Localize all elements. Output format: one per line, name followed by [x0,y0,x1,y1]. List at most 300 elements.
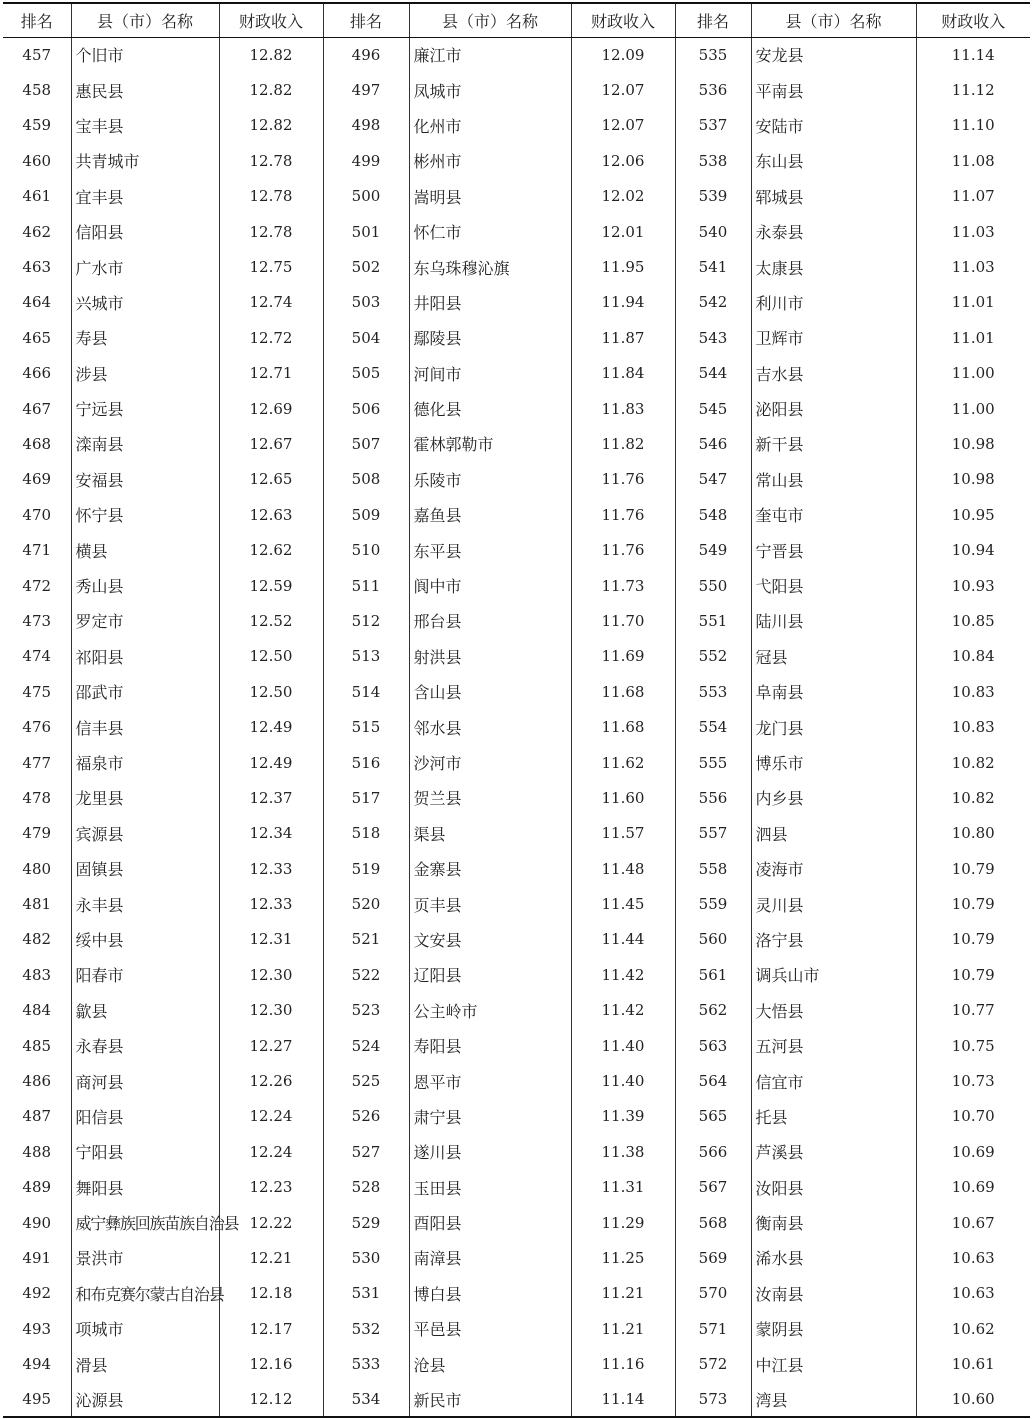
name-cell: 歙县 [71,993,219,1028]
revenue-cell: 10.79 [916,957,1030,992]
rank-cell: 501 [323,214,409,249]
rank-cell: 517 [323,780,409,815]
rank-cell: 471 [22,541,52,560]
rank-cell: 572 [675,1346,751,1381]
name-cell: 龙里县 [71,780,219,815]
name-cell: 邢台县 [409,603,571,638]
rank-cell: 554 [675,709,751,744]
revenue-cell: 12.33 [219,851,323,886]
rank-cell: 483 [22,965,52,984]
revenue-cell: 11.87 [571,320,675,355]
rank-cell: 546 [675,426,751,461]
revenue-cell: 10.82 [916,745,1030,780]
rank-cell: 485 [22,1036,52,1055]
name-cell: 郓城县 [751,179,916,214]
table-row [3,72,1030,107]
revenue-cell: 12.50 [219,639,323,674]
name-cell: 广水市 [71,249,219,284]
rank-cell: 512 [323,603,409,638]
rank-cell: 509 [323,497,409,532]
revenue-cell: 12.75 [219,249,323,284]
revenue-cell: 11.01 [916,320,1030,355]
table-row [3,745,1030,780]
table-row [3,179,1030,214]
table-row [3,1276,1030,1311]
revenue-cell: 11.69 [571,639,675,674]
name-cell: 威宁彝族回族苗族自治县 [71,1205,219,1240]
revenue-cell: 11.01 [916,285,1030,320]
rank-cell: 530 [323,1240,409,1275]
rank-cell: 507 [323,426,409,461]
name-cell: 洛宁县 [751,922,916,957]
revenue-cell: 11.07 [916,179,1030,214]
rank-cell: 458 [22,81,52,100]
rank-cell: 516 [323,745,409,780]
revenue-cell: 12.16 [219,1346,323,1381]
revenue-header: 财政收入 [571,3,675,37]
rank-cell: 563 [675,1028,751,1063]
revenue-cell: 12.33 [219,886,323,921]
rank-cell: 566 [675,1134,751,1169]
table-row [3,780,1030,815]
name-cell: 泗县 [751,816,916,851]
table-row [3,143,1030,178]
revenue-cell: 10.62 [916,1311,1030,1346]
revenue-header: 财政收入 [219,3,323,37]
name-cell: 嵩明县 [409,179,571,214]
rank-cell: 542 [675,285,751,320]
rank-cell: 510 [323,532,409,567]
rank-cell: 475 [22,682,52,701]
revenue-cell: 10.93 [916,568,1030,603]
name-cell: 沁源县 [71,1382,219,1417]
rank-cell: 460 [22,151,52,170]
revenue-cell: 11.42 [571,993,675,1028]
revenue-cell: 11.42 [571,957,675,992]
rank-cell: 537 [675,108,751,143]
revenue-cell: 12.07 [571,72,675,107]
rank-cell: 520 [323,886,409,921]
revenue-cell: 10.67 [916,1205,1030,1240]
rank-header: 排名 [3,3,71,37]
rank-cell: 548 [675,497,751,532]
table-row [3,1099,1030,1134]
revenue-cell: 12.59 [219,568,323,603]
name-cell: 邻水县 [409,709,571,744]
rank-cell: 493 [22,1319,52,1338]
table-row [3,1311,1030,1346]
table-row [3,285,1030,320]
table-row [3,1028,1030,1063]
name-cell: 个旧市 [71,37,219,72]
name-cell: 福泉市 [71,745,219,780]
rank-cell: 482 [22,930,52,949]
revenue-cell: 11.45 [571,886,675,921]
name-cell: 凤城市 [409,72,571,107]
revenue-cell: 11.14 [916,37,1030,72]
name-cell: 酉阳县 [409,1205,571,1240]
revenue-cell: 12.52 [219,603,323,638]
rank-cell: 521 [323,922,409,957]
name-cell: 沙河市 [409,745,571,780]
revenue-cell: 12.65 [219,462,323,497]
table-row [3,639,1030,674]
rank-cell: 535 [675,37,751,72]
name-cell: 页丰县 [409,886,571,921]
name-cell: 安龙县 [751,37,916,72]
revenue-cell: 12.78 [219,143,323,178]
rank-cell: 470 [22,505,52,524]
revenue-cell: 10.94 [916,532,1030,567]
revenue-cell: 11.94 [571,285,675,320]
rank-cell: 459 [22,116,52,135]
rank-cell: 472 [22,576,52,595]
revenue-cell: 12.26 [219,1063,323,1098]
revenue-cell: 10.73 [916,1063,1030,1098]
revenue-cell: 10.69 [916,1134,1030,1169]
revenue-cell: 11.40 [571,1063,675,1098]
rank-cell: 531 [323,1276,409,1311]
name-cell: 固镇县 [71,851,219,886]
revenue-cell: 10.84 [916,639,1030,674]
rank-cell: 508 [323,462,409,497]
name-cell: 寿县 [71,320,219,355]
revenue-cell: 12.50 [219,674,323,709]
rank-cell: 468 [22,434,52,453]
rank-cell: 561 [675,957,751,992]
name-cell: 渠县 [409,816,571,851]
rank-cell: 527 [323,1134,409,1169]
table-row [3,993,1030,1028]
name-cell: 宝丰县 [71,108,219,143]
rank-cell: 519 [323,851,409,886]
rank-cell: 552 [675,639,751,674]
rank-cell: 551 [675,603,751,638]
rank-cell: 538 [675,143,751,178]
revenue-cell: 10.63 [916,1276,1030,1311]
revenue-cell: 12.82 [219,72,323,107]
revenue-cell: 11.84 [571,356,675,391]
name-cell: 怀宁县 [71,497,219,532]
table-body [3,37,1030,1417]
revenue-cell: 11.95 [571,249,675,284]
name-header: 县（市）名称 [71,3,219,37]
rank-cell: 573 [675,1382,751,1417]
revenue-cell: 12.18 [219,1276,323,1311]
rank-cell: 500 [323,179,409,214]
revenue-cell: 11.76 [571,532,675,567]
name-cell: 兴城市 [71,285,219,320]
name-cell: 横县 [71,532,219,567]
revenue-cell: 12.37 [219,780,323,815]
rank-cell: 569 [675,1240,751,1275]
name-cell: 阜南县 [751,674,916,709]
revenue-cell: 11.21 [571,1311,675,1346]
revenue-cell: 11.08 [916,143,1030,178]
rank-cell: 544 [675,356,751,391]
rank-cell: 556 [675,780,751,815]
revenue-cell: 12.63 [219,497,323,532]
table-row [3,709,1030,744]
revenue-cell: 12.09 [571,37,675,72]
name-cell: 太康县 [751,249,916,284]
rank-cell: 547 [675,462,751,497]
name-cell: 平南县 [751,72,916,107]
revenue-cell: 10.70 [916,1099,1030,1134]
rank-cell: 496 [323,37,409,72]
rank-cell: 559 [675,886,751,921]
rank-cell: 553 [675,674,751,709]
name-cell: 大悟县 [751,993,916,1028]
rank-cell: 465 [22,328,52,347]
revenue-cell: 11.68 [571,674,675,709]
name-cell: 乐陵市 [409,462,571,497]
table-row [3,816,1030,851]
name-cell: 博白县 [409,1276,571,1311]
name-cell: 化州市 [409,108,571,143]
name-cell: 彬州市 [409,143,571,178]
name-cell: 项城市 [71,1311,219,1346]
rank-cell: 490 [22,1213,52,1232]
revenue-cell: 11.70 [571,603,675,638]
name-cell: 德化县 [409,391,571,426]
revenue-cell: 12.02 [571,179,675,214]
name-cell: 阆中市 [409,568,571,603]
table-row [3,603,1030,638]
revenue-cell: 12.78 [219,214,323,249]
name-cell: 永泰县 [751,214,916,249]
rank-cell: 473 [22,611,52,630]
table-row [3,320,1030,355]
revenue-cell: 11.82 [571,426,675,461]
name-cell: 绥中县 [71,922,219,957]
name-cell: 龙门县 [751,709,916,744]
rank-cell: 495 [3,1382,71,1417]
rank-cell: 487 [22,1107,52,1126]
rank-cell: 497 [323,72,409,107]
rank-cell: 523 [323,993,409,1028]
revenue-cell: 12.27 [219,1028,323,1063]
table-row [3,1063,1030,1098]
rank-cell: 481 [22,895,52,914]
name-cell: 调兵山市 [751,957,916,992]
revenue-cell: 11.83 [571,391,675,426]
name-cell: 永丰县 [71,886,219,921]
name-cell: 辽阳县 [409,957,571,992]
name-cell: 利川市 [751,285,916,320]
name-cell: 芦溪县 [751,1134,916,1169]
name-cell: 涉县 [71,356,219,391]
name-cell: 滑县 [71,1346,219,1381]
name-cell: 博乐市 [751,745,916,780]
revenue-cell: 12.01 [571,214,675,249]
rank-cell: 503 [323,285,409,320]
revenue-cell: 12.31 [219,922,323,957]
name-cell: 廉江市 [409,37,571,72]
name-cell: 蒙阴县 [751,1311,916,1346]
name-cell: 射洪县 [409,639,571,674]
name-cell: 邵武市 [71,674,219,709]
rank-cell: 534 [323,1382,409,1417]
name-cell: 商河县 [71,1063,219,1098]
table-row [3,1346,1030,1381]
name-cell: 共青城市 [71,143,219,178]
revenue-cell: 11.76 [571,462,675,497]
name-cell: 霍林郭勒市 [409,426,571,461]
revenue-cell: 11.62 [571,745,675,780]
revenue-cell: 11.00 [916,356,1030,391]
name-cell: 阳春市 [71,957,219,992]
name-cell: 永春县 [71,1028,219,1063]
table-row [3,1382,1030,1417]
name-cell: 东乌珠穆沁旗 [409,249,571,284]
revenue-cell: 12.71 [219,356,323,391]
name-cell: 灵川县 [751,886,916,921]
revenue-cell: 11.29 [571,1205,675,1240]
revenue-cell: 10.98 [916,462,1030,497]
name-cell: 景洪市 [71,1240,219,1275]
revenue-cell: 12.22 [219,1205,323,1240]
name-cell: 惠民县 [71,72,219,107]
revenue-cell: 12.49 [219,709,323,744]
name-cell: 新干县 [751,426,916,461]
rank-header: 排名 [675,3,751,37]
name-cell: 平邑县 [409,1311,571,1346]
rank-cell: 469 [22,470,52,489]
revenue-cell: 11.48 [571,851,675,886]
revenue-cell: 11.25 [571,1240,675,1275]
rank-cell: 565 [675,1099,751,1134]
name-cell: 东山县 [751,143,916,178]
fiscal-revenue-ranking-table [3,2,1030,1418]
rank-cell: 461 [22,187,52,206]
name-cell: 遂川县 [409,1134,571,1169]
revenue-cell: 11.14 [571,1382,675,1417]
rank-cell: 562 [675,993,751,1028]
table-row [3,1240,1030,1275]
revenue-cell: 10.80 [916,816,1030,851]
rank-cell: 533 [323,1346,409,1381]
revenue-cell: 12.06 [571,143,675,178]
table-row [3,1134,1030,1169]
name-cell: 鄢陵县 [409,320,571,355]
table-row [3,214,1030,249]
rank-cell: 528 [323,1170,409,1205]
revenue-cell: 12.49 [219,745,323,780]
name-cell: 泌阳县 [751,391,916,426]
name-cell: 托县 [751,1099,916,1134]
revenue-cell: 10.79 [916,922,1030,957]
rank-cell: 524 [323,1028,409,1063]
name-cell: 浠水县 [751,1240,916,1275]
revenue-cell: 10.61 [916,1346,1030,1381]
rank-header: 排名 [323,3,409,37]
name-cell: 怀仁市 [409,214,571,249]
rank-cell: 545 [675,391,751,426]
name-cell: 和布克赛尔蒙古自治县 [71,1276,219,1311]
table-row [3,462,1030,497]
rank-cell: 567 [675,1170,751,1205]
rank-cell: 491 [22,1248,52,1267]
name-cell: 陆川县 [751,603,916,638]
rank-cell: 525 [323,1063,409,1098]
revenue-cell: 10.75 [916,1028,1030,1063]
revenue-cell: 11.39 [571,1099,675,1134]
rank-cell: 539 [675,179,751,214]
rank-cell: 549 [675,532,751,567]
name-cell: 罗定市 [71,603,219,638]
name-cell: 吉水县 [751,356,916,391]
revenue-header: 财政收入 [916,3,1030,37]
rank-cell: 489 [22,1178,52,1197]
revenue-cell: 12.78 [219,179,323,214]
revenue-cell: 11.44 [571,922,675,957]
revenue-cell: 11.31 [571,1170,675,1205]
name-cell: 安陆市 [751,108,916,143]
name-cell: 安福县 [71,462,219,497]
table-row [3,497,1030,532]
revenue-cell: 12.21 [219,1240,323,1275]
revenue-cell: 11.73 [571,568,675,603]
rank-cell: 511 [323,568,409,603]
rank-cell: 488 [22,1142,52,1161]
revenue-cell: 10.77 [916,993,1030,1028]
rank-cell: 474 [22,647,52,666]
rank-cell: 571 [675,1311,751,1346]
revenue-cell: 10.83 [916,709,1030,744]
name-cell: 寿阳县 [409,1028,571,1063]
name-cell: 湾县 [751,1382,916,1417]
name-cell: 含山县 [409,674,571,709]
rank-cell: 502 [323,249,409,284]
rank-cell: 466 [22,364,52,383]
revenue-cell: 12.12 [219,1382,323,1417]
name-cell: 肃宁县 [409,1099,571,1134]
rank-cell: 540 [675,214,751,249]
revenue-cell: 12.07 [571,108,675,143]
name-cell: 信阳县 [71,214,219,249]
table-row [3,922,1030,957]
name-cell: 信宜市 [751,1063,916,1098]
name-header: 县（市）名称 [751,3,916,37]
revenue-cell: 10.79 [916,851,1030,886]
rank-cell: 555 [675,745,751,780]
revenue-cell: 10.69 [916,1170,1030,1205]
revenue-cell: 11.12 [916,72,1030,107]
revenue-cell: 11.03 [916,214,1030,249]
revenue-cell: 12.82 [219,108,323,143]
rank-cell: 568 [675,1205,751,1240]
name-cell: 宾源县 [71,816,219,851]
rank-cell: 504 [323,320,409,355]
revenue-cell: 12.30 [219,957,323,992]
rank-cell: 492 [22,1284,52,1303]
rank-cell: 560 [675,922,751,957]
revenue-cell: 12.34 [219,816,323,851]
name-cell: 卫辉市 [751,320,916,355]
rank-cell: 543 [675,320,751,355]
rank-cell: 564 [675,1063,751,1098]
name-cell: 玉田县 [409,1170,571,1205]
name-cell: 奎屯市 [751,497,916,532]
name-cell: 衡南县 [751,1205,916,1240]
name-header: 县（市）名称 [409,3,571,37]
revenue-cell: 10.83 [916,674,1030,709]
rank-cell: 486 [22,1072,52,1091]
revenue-cell: 12.62 [219,532,323,567]
name-cell: 嘉鱼县 [409,497,571,532]
name-cell: 中江县 [751,1346,916,1381]
